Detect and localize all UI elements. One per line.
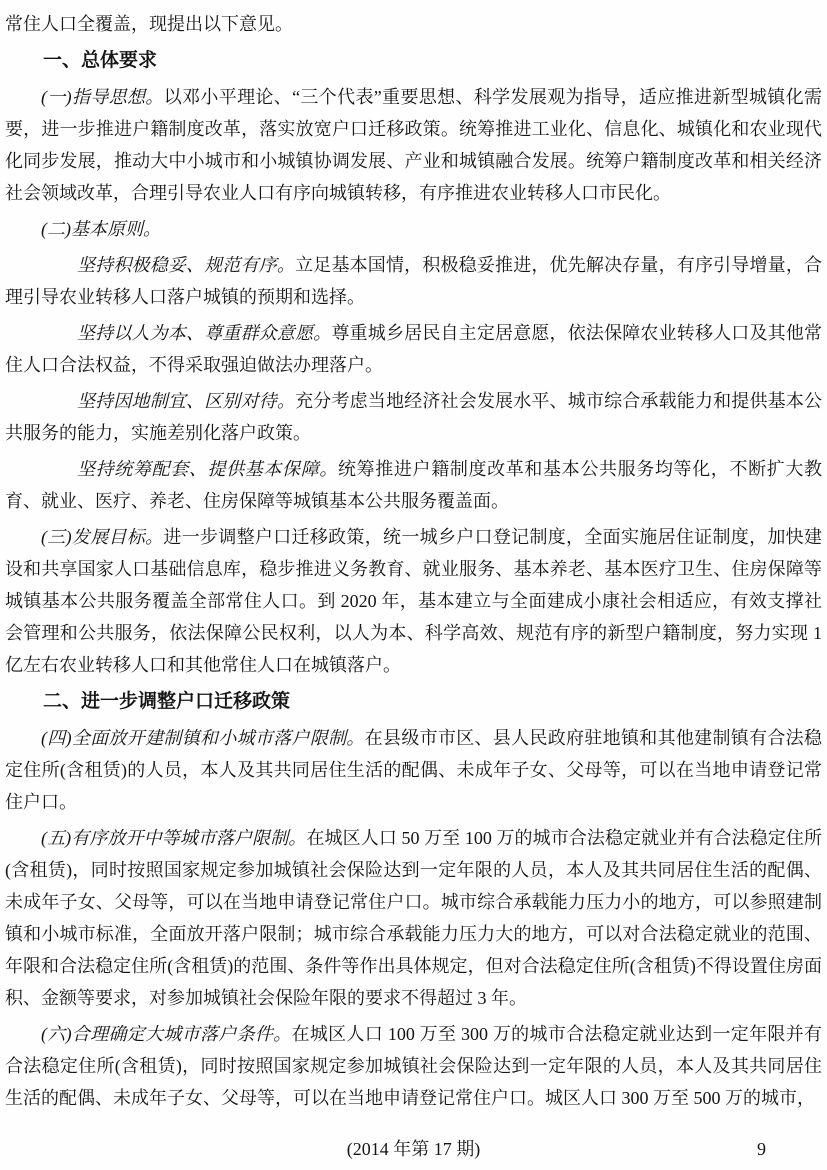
section-heading [5,45,822,77]
principle-label: 坚持积极稳妥、规范有序。 [77,255,296,275]
paragraph-text: 尊重城乡居民自主定居意愿，依法保障农业转移人口及其他常住人口合法权益，不得采取强迫做法办理落户。 [5,323,822,375]
paragraph [5,249,822,313]
item-label: (二)基本原则。 [41,219,161,239]
item-label: (三)发展目标。 [41,527,164,547]
paragraph [5,213,822,245]
item-label: (四)全面放开建制镇和小城市落户限制。 [41,728,365,748]
item-label: (五)有序放开中等城市落户限制。 [41,828,307,848]
item-label: (一)指导思想。 [41,87,164,107]
paragraph-text: 在城区人口 50 万至 100 万的城市合法稳定就业并有合法稳定住所(含租赁)，同时按照国家规定参加城镇社会保险达到一定年限的人员，本人及其共同居住生活的配偶、未成年子女、父母等，可以在当地申请登记常住户口。城市综合承载能力压力小的地方，可以参照建制镇和小城市标准，全面放开落户限制；城市综合承载能力压力大的地方，可以对合法稳定就业的范围、年限和合法稳定住所(含租赁)的范围、条件等作出具体规定，但对合法稳定住所(含租赁)不得设置住房面积、金额等要求，对参加城镇社会保险年限的要求不得超过 3 年。 [5,828,822,1008]
principle-label: 坚持统筹配套、提供基本保障。 [77,459,338,479]
principle-label: 坚持因地制宜、区别对待。 [77,391,296,411]
paragraph [5,317,822,381]
document-body [5,6,822,1132]
paragraph-text: 充分考虑当地经济社会发展水平、城市综合承载能力和提供基本公共服务的能力，实施差别化落户政策。 [5,391,822,443]
paragraph [5,453,822,517]
paragraph-text: 统筹推进户籍制度改革和基本公共服务均等化，不断扩大教育、就业、医疗、养老、住房保障等城镇基本公共服务覆盖面。 [5,459,822,511]
paragraph-text: 在县级市市区、县人民政府驻地镇和其他建制镇有合法稳定住所(含租赁)的人员，本人及其共同居住生活的配偶、未成年子女、父母等，可以在当地申请登记常住户口。 [5,728,822,812]
paragraph-text: 立足基本国情，积极稳妥推进，优先解决存量，有序引导增量，合理引导农业转移人口落户城镇的预期和选择。 [5,255,822,307]
item-label: (六)合理确定大城市落户条件。 [41,1024,292,1044]
section-heading-text: 一、总体要求 [43,50,158,71]
paragraph [5,722,822,818]
section-heading-text: 二、进一步调整户口迁移政策 [43,691,291,712]
page-footer [5,1132,822,1170]
paragraph [5,385,822,449]
paragraph [5,1018,822,1114]
paragraph-text: 常住人口全覆盖，现提出以下意见。 [5,14,293,34]
section-heading [5,686,822,718]
paragraph-text: 在城区人口 100 万至 300 万的城市合法稳定就业达到一定年限并有合法稳定住所(含租赁)，同时按照国家规定参加城镇社会保险达到一定年限的人员，本人及其共同居住生活的配偶、未成年子女、父母等，可以在当地申请登记常住户口。城区人口 300 万至 500 万的城市， [5,1024,822,1108]
page-number: 9 [757,1139,766,1159]
issue-label: (2014 年第 17 期) [346,1139,481,1159]
paragraph [5,8,822,40]
paragraph-text: 以邓小平理论、“三个代表”重要思想、科学发展观为指导，适应推进新型城镇化需要，进一步推进户籍制度改革，落实放宽户口迁移政策。统筹推进工业化、信息化、城镇化和农业现代化同步发展，推动大中小城市和小城镇协调发展、产业和城镇融合发展。统筹户籍制度改革和相关经济社会领域改革，合理引导农业人口有序向城镇转移，有序推进农业转移人口市民化。 [5,87,822,203]
paragraph-text: 进一步调整户口迁移政策，统一城乡户口登记制度，全面实施居住证制度，加快建设和共享国家人口基础信息库，稳步推进义务教育、就业服务、基本养老、基本医疗卫生、住房保障等城镇基本公共服务覆盖全部常住人口。到 2020 年，基本建立与全面建成小康社会相适应，有效支撑社会管理和公共服务，依法保障公民权利，以人为本、科学高效、规范有序的新型户籍制度，努力实现 1 亿左右农业转移人口和其他常住人口在城镇落户。 [5,527,822,675]
paragraph [5,822,822,1014]
principle-label: 坚持以人为本、尊重群众意愿。 [77,323,332,343]
paragraph [5,81,822,209]
paragraph [5,521,822,681]
